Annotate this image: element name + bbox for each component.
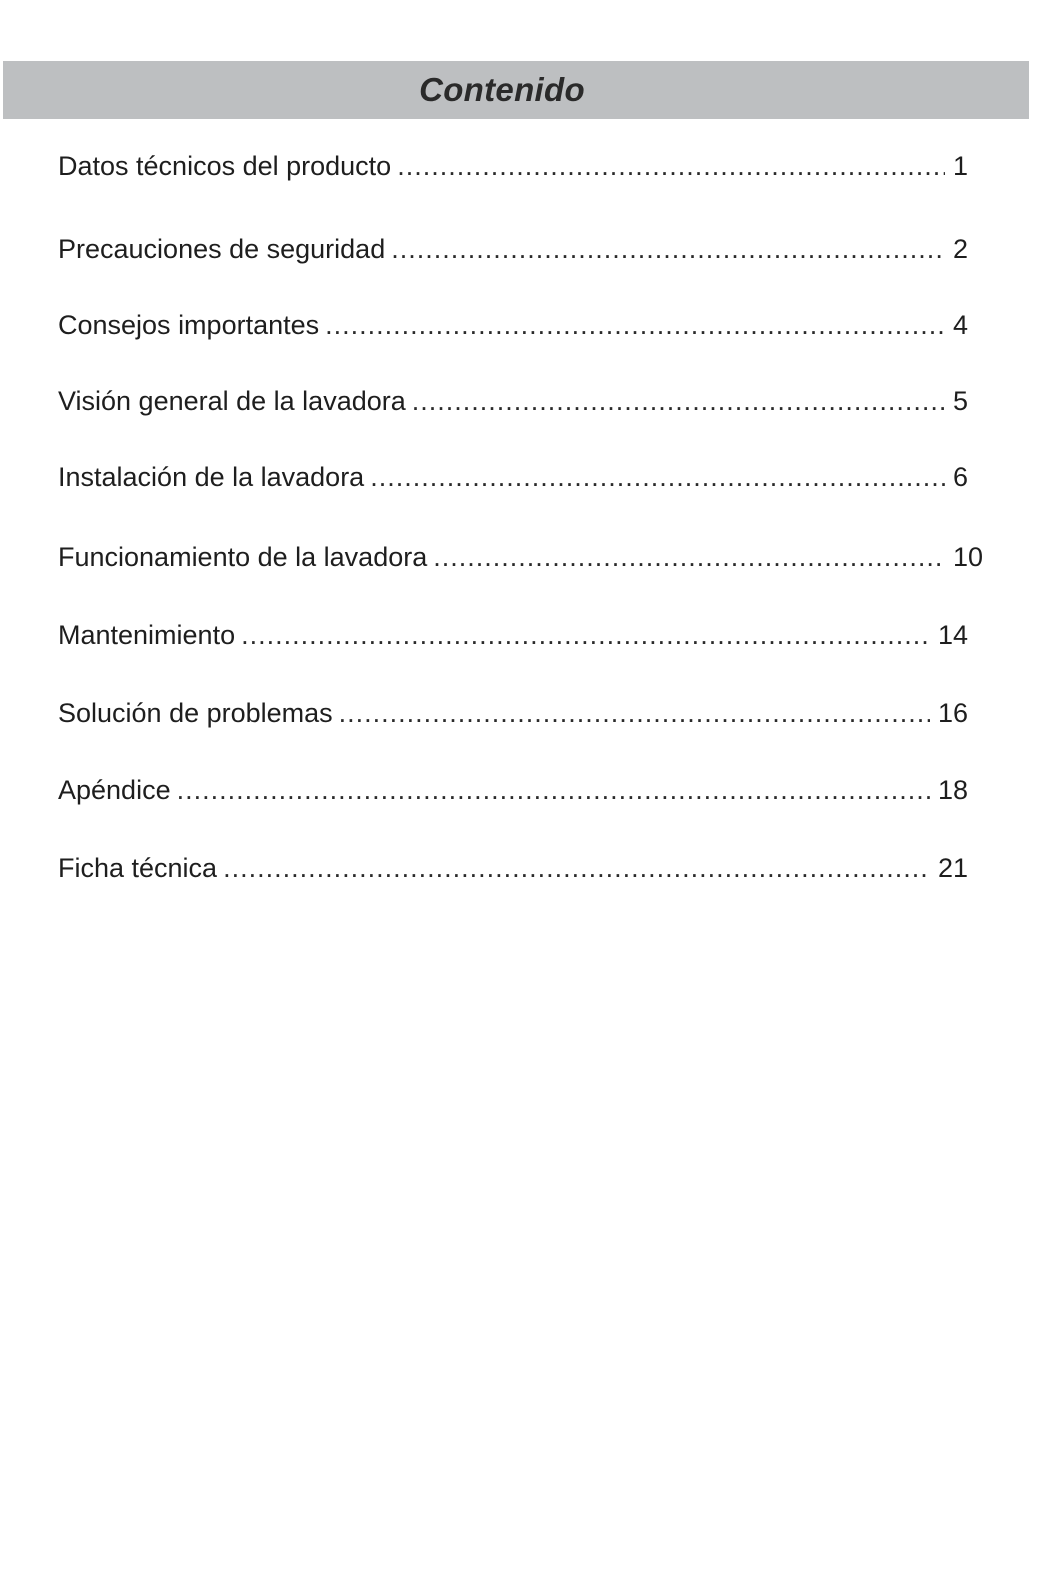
toc-entry-page: 14	[937, 620, 968, 650]
toc-entry-label: Solución de problemas	[58, 698, 333, 728]
toc-entry-page: 5	[952, 386, 968, 416]
toc-dot-leader	[223, 851, 930, 885]
toc-entry-label: Consejos importantes	[58, 310, 320, 340]
toc-entry-label: Instalación de la lavadora	[58, 462, 365, 492]
toc-entry	[58, 696, 968, 730]
toc-entry	[58, 851, 968, 885]
toc-entry	[58, 308, 968, 342]
toc-entry-label: Precauciones de seguridad	[58, 234, 386, 264]
toc-dot-leader	[177, 773, 930, 807]
toc-entry	[58, 232, 968, 266]
toc-entry-page: 4	[952, 310, 968, 340]
toc-dot-leader	[370, 460, 945, 494]
toc-entry-page: 10	[952, 542, 983, 572]
toc-dot-leader	[325, 308, 945, 342]
toc-entry	[58, 460, 968, 494]
page-title: Contenido	[419, 71, 585, 108]
toc-entry-label: Apéndice	[58, 775, 171, 805]
toc-entry	[58, 540, 983, 574]
toc-entry	[58, 618, 968, 652]
toc-entry-page: 1	[952, 151, 968, 181]
toc-entry	[58, 773, 968, 807]
toc-dot-leader	[339, 696, 930, 730]
toc-entry-label: Mantenimiento	[58, 620, 236, 650]
toc-entry	[58, 384, 968, 418]
toc-entry	[58, 149, 968, 183]
toc-dot-leader	[397, 149, 945, 183]
toc-entry-page: 16	[937, 698, 968, 728]
toc-entry-label: Ficha técnica	[58, 853, 218, 883]
toc-entry-label: Visión general de la lavadora	[58, 386, 406, 416]
toc-entry-label: Funcionamiento de la lavadora	[58, 542, 428, 572]
toc-entry-label: Datos técnicos del producto	[58, 151, 392, 181]
toc-entry-page: 6	[952, 462, 968, 492]
toc-dot-leader	[391, 232, 945, 266]
toc-entry-page: 21	[937, 853, 968, 883]
toc-entry-page: 2	[952, 234, 968, 264]
toc-dot-leader	[412, 384, 945, 418]
toc-dot-leader	[433, 540, 945, 574]
toc-dot-leader	[241, 618, 930, 652]
toc-entry-page: 18	[937, 775, 968, 805]
